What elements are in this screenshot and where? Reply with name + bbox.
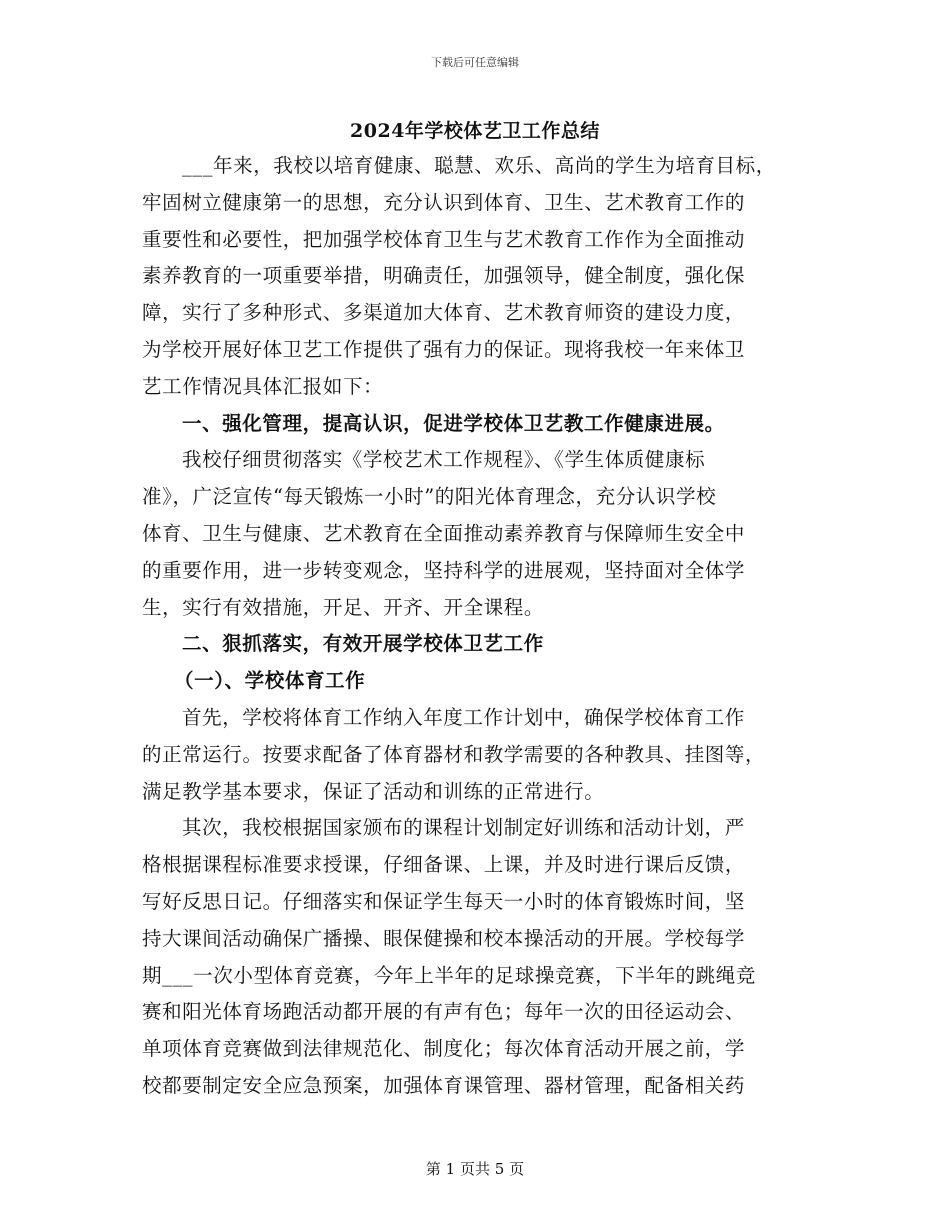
text-line: 期___一次小型体育竞赛，今年上半年的足球操竞赛，下半年的跳绳竞	[142, 963, 756, 987]
text-line: 障，实行了多种形式、多渠道加大体育、艺术教育师资的建设力度，	[142, 301, 746, 325]
text-line: 的重要作用，进一步转变观念，坚持科学的进展观，坚持面对全体学	[142, 558, 746, 582]
text-line: 满足教学基本要求，保证了活动和训练的正常进行。	[142, 779, 605, 803]
text-line: 准》，广泛宣传“每天锻炼一小时”的阳光体育理念，充分认识学校	[142, 485, 717, 509]
text-line: 体育、卫生与健康、艺术教育在全面推动素养教育与保障师生安全中	[142, 521, 746, 545]
text-line: 的正常运行。按要求配备了体育器材和教学需要的各种教具、挂图等，	[142, 742, 766, 766]
page-header: 下载后可任意编辑	[431, 56, 519, 69]
text-line: 赛和阳光体育场跑活动都开展的有声有色；每年一次的田径运动会、	[142, 1000, 746, 1024]
text-line: 首先，学校将体育工作纳入年度工作计划中，确保学校体育工作	[182, 705, 745, 729]
section-heading: 一、强化管理，提高认识，促进学校体卫艺教工作健康进展。	[182, 411, 725, 435]
document-title: 2024年学校体艺卫工作总结	[350, 120, 600, 142]
document-body	[142, 148, 822, 1105]
text-line: 持大课间活动确保广播操、眼保健操和校本操活动的开展。学校每学	[142, 926, 746, 950]
text-line: 生，实行有效措施，开足、开齐、开全课程。	[142, 595, 545, 619]
section-heading: 二、狠抓落实，有效开展学校体卫艺工作	[182, 632, 544, 656]
text-line: 其次，我校根据国家颁布的课程计划制定好训练和活动计划，严	[182, 816, 745, 840]
text-line: 素养教育的一项重要举措，明确责任，加强领导，健全制度，强化保	[142, 264, 746, 288]
text-line: 我校仔细贯彻落实《学校艺术工作规程》、《学生体质健康标	[182, 448, 706, 472]
text-line: ___年来，我校以培育健康、聪慧、欢乐、高尚的学生为培育目标，	[182, 154, 776, 177]
text-line: 单项体育竞赛做到法律规范化、制度化；每次体育活动开展之前，学	[142, 1037, 746, 1061]
page-footer: 第 1 页共 5 页	[425, 1160, 525, 1178]
text-line: 重要性和必要性，把加强学校体育卫生与艺术教育工作作为全面推动	[142, 227, 746, 251]
text-line: 艺工作情况具体汇报如下：	[142, 374, 384, 398]
text-line: 为学校开展好体卫艺工作提供了强有力的保证。现将我校一年来体卫	[142, 337, 746, 361]
text-line: 校都要制定安全应急预案，加强体育课管理、器材管理，配备相关药	[142, 1073, 746, 1097]
text-line: 写好反思日记。仔细落实和保证学生每天一小时的体育锻炼时间，坚	[142, 889, 746, 913]
text-line: 格根据课程标准要求授课，仔细备课、上课，并及时进行课后反馈，	[142, 853, 746, 877]
text-line: 牢固树立健康第一的思想，充分认识到体育、卫生、艺术教育工作的	[142, 190, 746, 214]
section-heading: （一）、学校体育工作	[174, 669, 366, 693]
